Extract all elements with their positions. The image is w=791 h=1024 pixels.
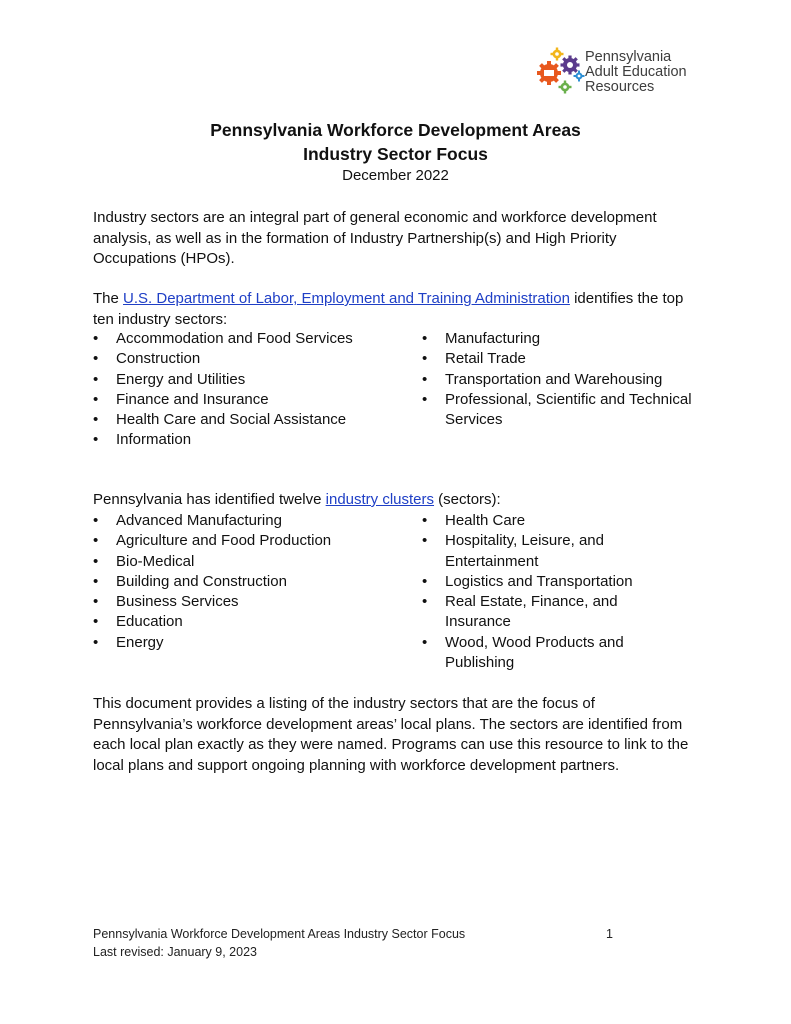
list-item: • Health Care and Social Assistance [93,410,413,430]
yellow-gear-icon [551,48,564,61]
document-date: December 2022 [342,167,449,184]
pa-adult-education-logo [536,46,701,98]
green-gear-icon [559,81,572,94]
logo-text [585,50,687,95]
list-item: • Health Care [422,511,672,531]
document-header [0,118,791,186]
logo-line: Pennsylvania [585,49,672,65]
page-number: 1 [606,927,613,941]
dol-eta-link[interactable]: U.S. Department of Labor, Employment and Training Administration [123,290,570,307]
list-item: • Finance and Insurance [93,390,413,410]
list-item: • Construction [93,349,413,369]
pa-prefix: Pennsylvania has identified twelve [93,491,326,508]
logo-line: Adult Education [585,64,687,80]
dol-suffix: identifies the top ten industry sectors: [93,290,684,328]
list-item: • Manufacturing [422,329,712,349]
orange-gear-icon [537,61,561,85]
logo-line: Resources [585,79,655,95]
list-item: • Real Estate, Finance, and Insurance [422,592,672,633]
pa-suffix: (sectors): [434,491,501,508]
dol-paragraph [93,289,703,330]
page-footer [93,925,633,961]
list-item: • Accommodation and Food Services [93,329,413,349]
purple-gear-icon [561,56,580,75]
list-item: • Energy and Utilities [93,370,413,390]
dol-sectors-right-column [422,329,712,430]
list-item: • Logistics and Transportation [422,572,672,592]
closing-paragraph: This document provides a listing of the industry sectors that are the focus of Pennsylvania’s workforce development areas’ local plans. The sectors are identified from each local plan exactly as they were named. Programs can use this resource to link to the local plans and support ongoing planning with workforce development partners. [93,695,689,774]
list-item: • Professional, Scientific and Technical Services [422,390,712,431]
pa-clusters-right-column [422,511,672,673]
list-item: • Information [93,430,413,450]
list-item: • Agriculture and Food Production [93,531,413,551]
gears-logo-icon [536,46,586,96]
pa-clusters-left-column [93,511,413,653]
list-item: • Building and Construction [93,572,413,592]
pa-clusters-paragraph [93,490,703,511]
document-title-line2: Industry Sector Focus [303,144,488,164]
list-item: • Wood, Wood Products and Publishing [422,633,672,674]
footer-document-title: Pennsylvania Workforce Development Areas Industry Sector Focus [93,927,466,941]
list-item: • Education [93,612,413,632]
dol-sectors-left-column [93,329,413,451]
list-item: • Business Services [93,592,413,612]
dol-prefix: The [93,290,124,307]
list-item: • Bio-Medical [93,552,413,572]
list-item: • Advanced Manufacturing [93,511,413,531]
industry-clusters-link[interactable]: industry clusters [325,491,435,508]
list-item: • Hospitality, Leisure, and Entertainment [422,531,672,572]
list-item: • Energy [93,633,413,653]
list-item: • Transportation and Warehousing [422,370,712,390]
intro-paragraph: Industry sectors are an integral part of general economic and workforce development analysis, as well as in the formation of Industry Partnership(s) and High Priority Occupations (HPOs). [93,209,657,267]
document-title-line1: Pennsylvania Workforce Development Areas [210,120,581,140]
list-item: • Retail Trade [422,349,712,369]
footer-last-revised: Last revised: January 9, 2023 [93,945,257,959]
